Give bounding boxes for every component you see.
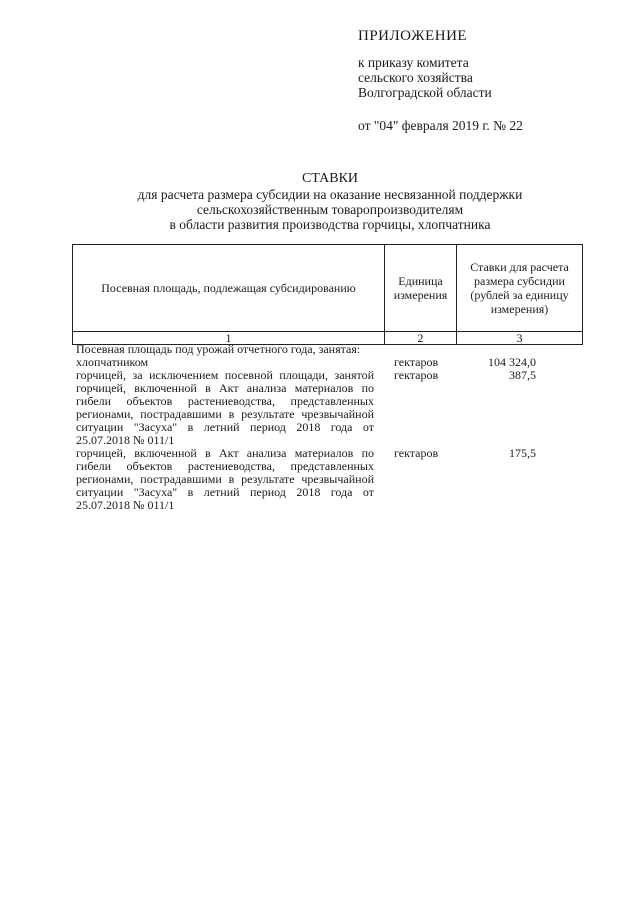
table-body	[76, 343, 586, 512]
column-number-1: 1	[73, 332, 385, 345]
document-heading	[70, 171, 590, 232]
column-number-3: 3	[457, 332, 583, 345]
row-value: 104 324,0	[488, 355, 536, 369]
header-unit: Единица измерения	[385, 245, 457, 332]
column-number-2: 2	[385, 332, 457, 345]
table-header-row	[73, 245, 583, 332]
heading-line-2: сельскохозяйственным товаропроизводителям	[196, 202, 464, 217]
row-value: 387,5	[509, 368, 536, 382]
appendix-line-2: сельского хозяйства	[358, 70, 473, 85]
row-description: горчицей, включенной в Акт анализа материалов по гибели объектов растениеводства, представленных регионами, пострадавшими в результате чрезвычайной ситуации "Засуха" в летний период 2018 года от 25.07.2018 № 011/1	[76, 446, 374, 512]
row-unit: гектаров	[394, 446, 439, 460]
heading-line-3: в области развития производства горчицы, хлопчатника	[169, 217, 491, 232]
rates-table	[72, 244, 583, 345]
row-value: 175,5	[509, 446, 536, 460]
row-description: хлопчатником	[76, 355, 149, 369]
header-rate: Ставки для расчета размера субсидии (рублей за единицу измерения)	[457, 245, 583, 332]
order-reference: от "04" февраля 2019 г. № 22	[358, 118, 523, 133]
heading-title: СТАВКИ	[301, 171, 359, 186]
row-unit: гектаров	[394, 368, 439, 382]
header-sown-area: Посевная площадь, подлежащая субсидированию	[73, 245, 385, 332]
row-description: горчицей, за исключением посевной площади, занятой горчицей, включенной в Акт анализа материалов по гибели объектов растениеводства, представленных регионами, пострадавшими в результате чрезвычайной ситуации "Засуха" в летний период 2018 года от 25.07.2018 № 011/1	[76, 368, 374, 447]
table-row	[76, 369, 586, 447]
intro-text: Посевная площадь под урожай отчетного года, занятая:	[76, 342, 361, 356]
row-unit: гектаров	[394, 355, 439, 369]
appendix-line-3: Волгоградской области	[358, 85, 492, 100]
appendix-block	[358, 28, 628, 100]
heading-line-1: для расчета размера субсидии на оказание несвязанной поддержки	[137, 187, 523, 202]
appendix-line-1: к приказу комитета	[358, 55, 469, 70]
appendix-title: ПРИЛОЖЕНИЕ	[358, 28, 468, 44]
table-row	[76, 447, 586, 512]
